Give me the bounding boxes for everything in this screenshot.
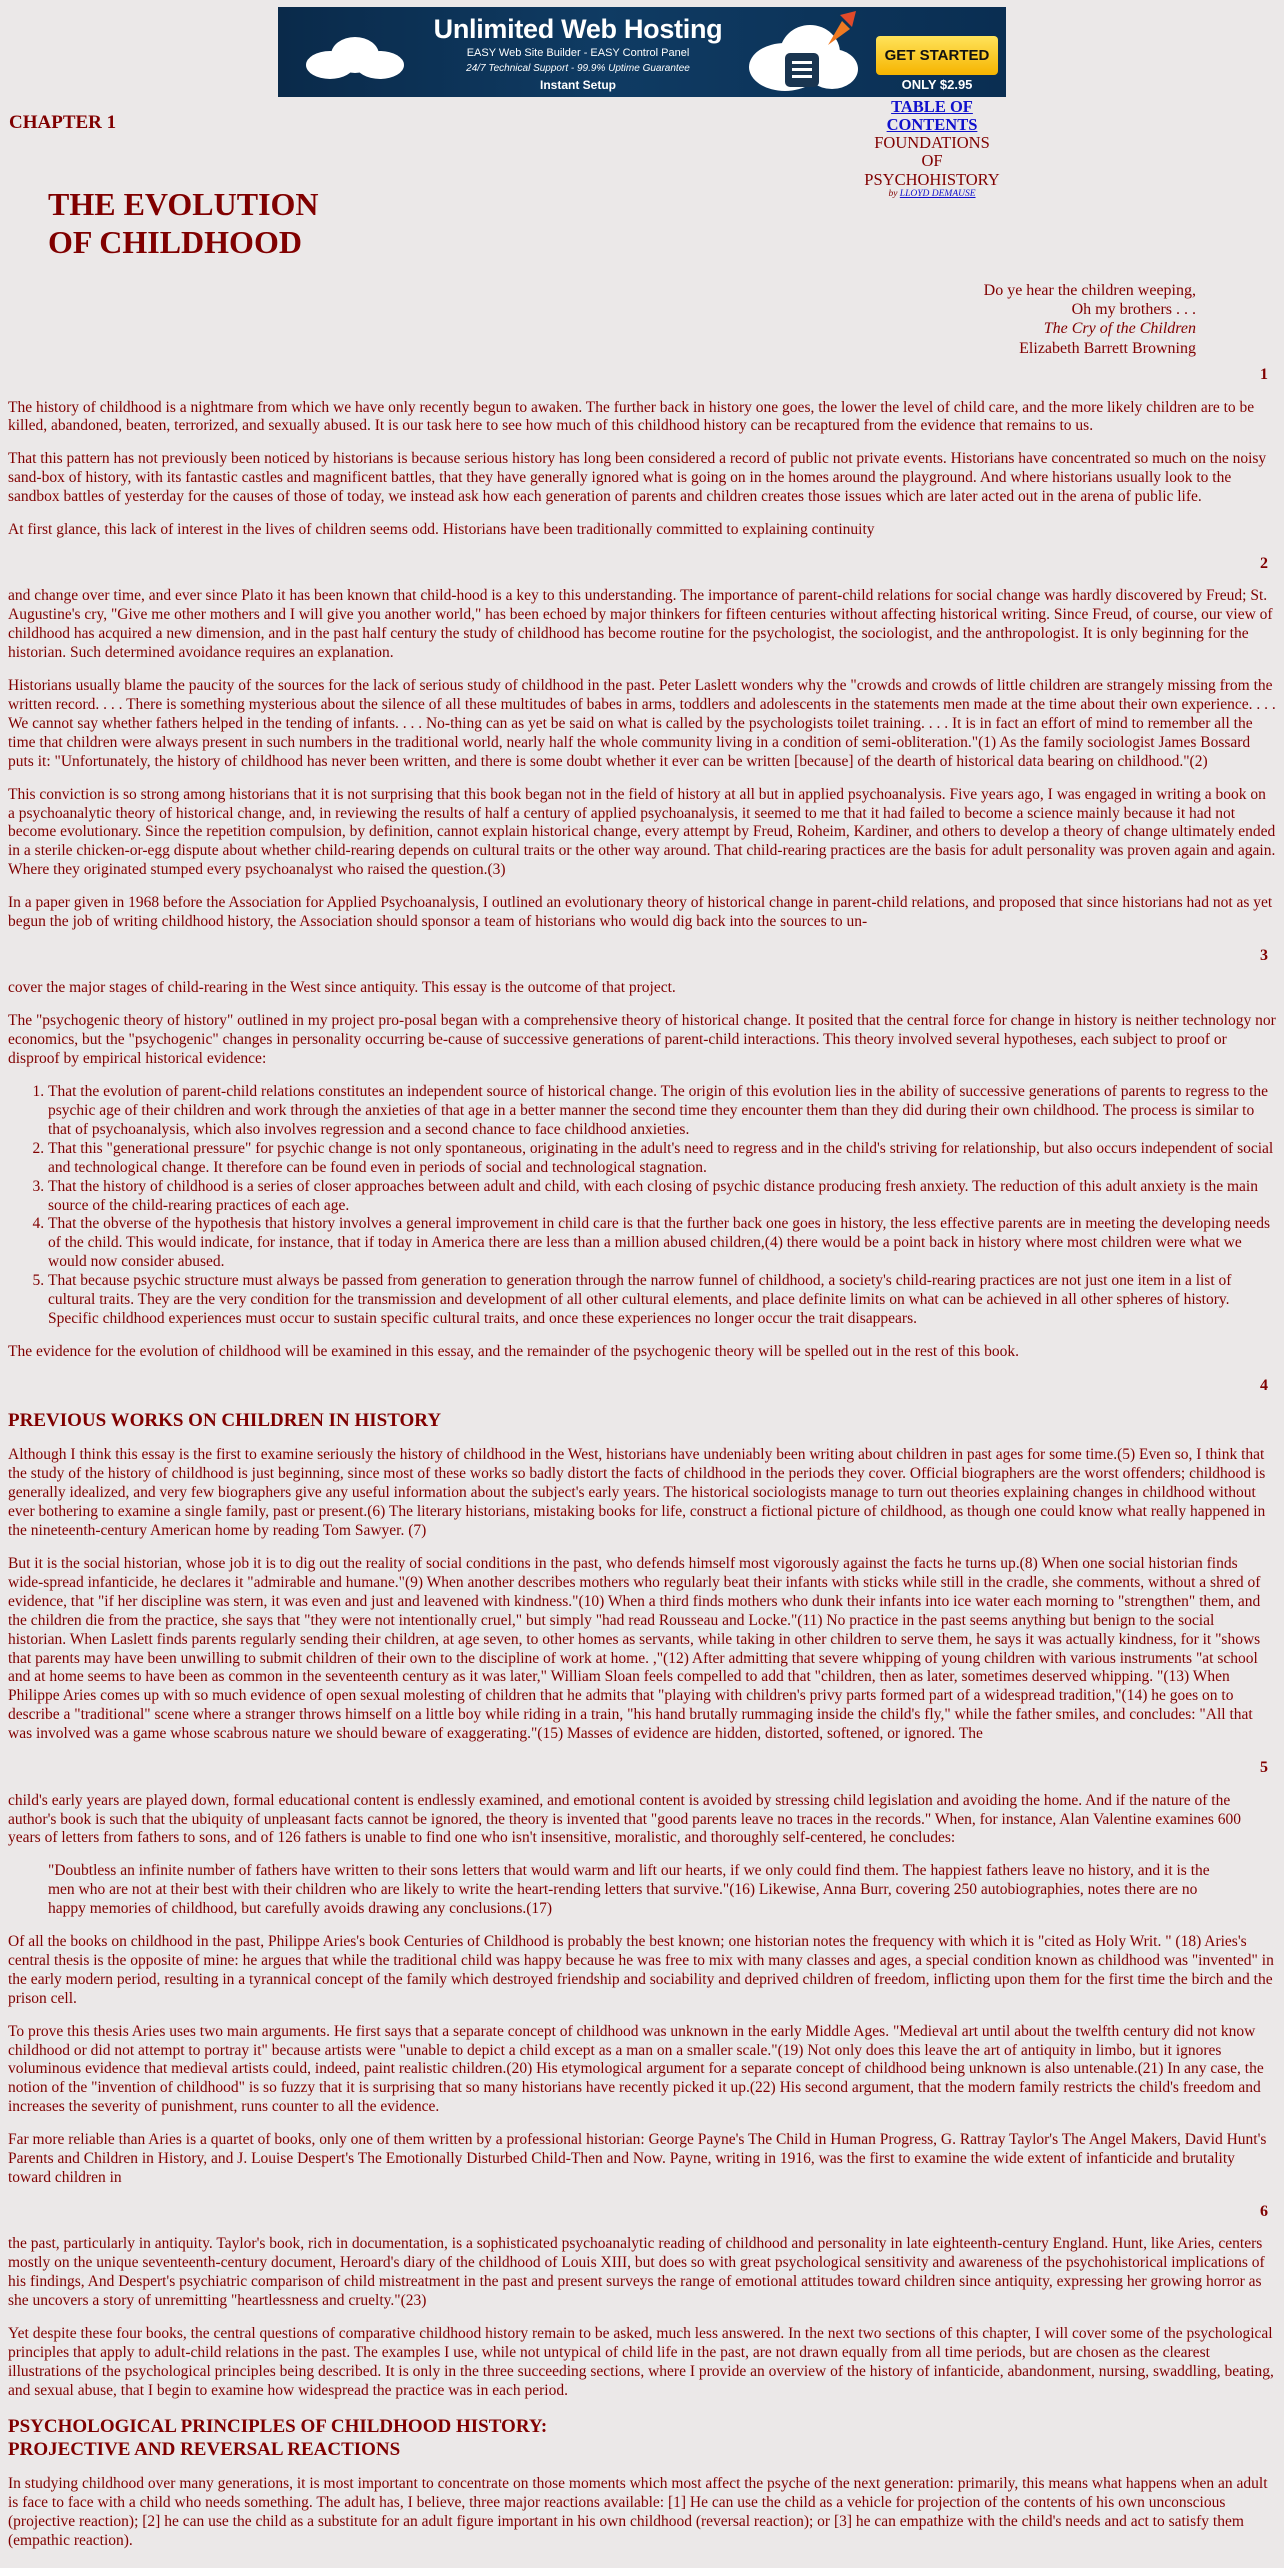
page-number: 5 bbox=[1260, 1759, 1268, 1777]
chapter-title-line-1: THE EVOLUTION bbox=[48, 186, 319, 222]
chapter-body bbox=[8, 365, 1276, 2565]
paragraph: In studying childhood over many generations, it is most important to concentrate on those moments which most affect the psyche of the next generation: primarily, this means what happens when an adult is face to face with a child who needs something. The adult has, I believe, three major reactions available: [1] He can use the child as a vehicle for projection of the contents of his own unconscious (projective reaction); [2] he can use the child as a substitute for an adult figure important in his own childhood (reversal reaction); or [3] he can empathize with the child's needs and act to satisfy them (empathic reaction). bbox=[8, 2475, 1268, 2549]
paragraph: Although I think this essay is the first to examine seriously the history of childhood in the West, historians have undeniably been writing about children in past ages for some time.(5) Even so, I think that the study of the history of childhood is just beginning, since most of these works so badly distort the facts of childhood in the periods they cover. Official biographers are the worst offenders; childhood is generally idealized, and very few biographers give any useful information about the subject's early years. The historical sociologists manage to turn out theories explaining changes in childhood without ever bothering to examine a single family, past or present.(6) The literary historians, mistaking books for life, construct a fictional picture of childhood, as though one could know what really happened in the nineteenth-century American home by reading Tom Sawyer. (7) bbox=[8, 1446, 1266, 1540]
paragraph: This conviction is so strong among historians that it is not surprising that this book began not in the field of history at all but in applied psychoanalysis. Five years ago, I was engaged in writing a book on a psychoanalytic theory of historical change, and, in reviewing the results of half a century of applied psychoanalysis, it seemed to me that it had failed to become a science mainly because it had not become evolutionary. Since the repetition compulsion, by definition, cannot explain historical change, every attempt by Freud, Roheim, Kardiner, and others to develop a theory of change ultimately ended in a sterile chicken-or-egg dispute about whether child-rearing depends on cultural traits or the other way around. That child-rearing practices are the basis for adult personality was proven again and again. Where they originated stumped every psychoanalyst who raised the question.(3) bbox=[8, 785, 1276, 879]
paragraph: Yet despite these four books, the central questions of comparative childhood history remain to be asked, much less answered. In the next two sections of this chapter, I will cover some of the psychological principles that apply to adult-child relations in the past. The examples I use, while not untypical of child life in the past, are not drawn equally from all time periods, but are chosen as the clearest illustrations of the psychological principles being described. It is only in the three succeeding sections, where I provide an overview of the history of infanticide, abandonment, nursing, swaddling, beating, and sexual abuse, that I begin to examine how widespread the practice was in each period. bbox=[8, 2325, 1274, 2399]
ad-title: Unlimited Web Hosting bbox=[433, 14, 723, 44]
paragraph: Far more reliable than Aries is a quartet of books, only one of them written by a professional historian: George Payne's The Child in Human Progress, G. Rattray Taylor's The Angel Makers, David Hunt's Parents and Children in History, and J. Louise Despert's The Emotionally Disturbed Child-Then and Now. Payne, writing in 1916, was the first to examine the wide extent of infanticide and brutality toward children in bbox=[8, 2131, 1267, 2186]
page-number: 4 bbox=[1260, 1376, 1268, 1394]
chapter-title bbox=[48, 186, 319, 262]
paragraph: That this pattern has not previously been noticed by historians is because serious history has long been considered a record of public not private events. Historians have concentrated so much on the noisy sand-box of history, with its fantastic castles and magnificent battles, that they have generally ignored what is going on in the homes around the playground. And where historians usually look to the sandbox battles of yesterday for the causes of those of today, we instead ask how each generation of parents and children creates those issues which are later acted out in the arena of public life. bbox=[8, 450, 1267, 506]
book-title-line-1: FOUNDATIONS OF bbox=[874, 133, 990, 171]
cloud-icon bbox=[300, 35, 410, 86]
section-heading-line-1: PSYCHOLOGICAL PRINCIPLES OF CHILDHOOD HISTORY: bbox=[8, 2415, 548, 2437]
paragraph: The evidence for the evolution of childhood will be examined in this essay, and the remainder of the psychogenic theory will be spelled out in the rest of this book. bbox=[8, 1342, 1019, 1360]
list-item: 5. That because psychic structure must always be passed from generation to generation through the narrow funnel of childhood, a society's child-rearing practices are not just one item in a list of cultural traits. They are the very condition for the transmission and development of all other cultural elements, and place definite limits on what can be achieved in all other spheres of history. Specific childhood experiences must occur to sustain specific cultural traits, and once these experiences no longer occur the trait disappears. bbox=[48, 1272, 1276, 1329]
cloud-server-rocket-icon bbox=[740, 9, 870, 97]
section-heading-line-2: PROJECTIVE AND REVERSAL REACTIONS bbox=[8, 2438, 401, 2460]
epigraph-author: Elizabeth Barrett Browning bbox=[1019, 339, 1196, 357]
page-number: 6 bbox=[1260, 2202, 1268, 2220]
get-started-button[interactable]: GET STARTED bbox=[876, 36, 998, 75]
list-item: 1. That the evolution of parent-child relations constitutes an independent source of historical change. The origin of this evolution lies in the ability of successive generations of parents to regress to the psychic age of their children and work through the anxieties of that age in a better manner the second time they encounter them than they did during their own childhood. The process is similar to that of psychoanalysis, which also involves regression and a second chance to face childhood anxieties. bbox=[48, 1083, 1276, 1140]
chapter-title-line-2: OF CHILDHOOD bbox=[48, 223, 302, 260]
web-hosting-ad-banner[interactable] bbox=[278, 7, 1006, 97]
epigraph-line-1: Do ye hear the children weeping, bbox=[983, 282, 1196, 299]
list-item: 4. That the obverse of the hypothesis that history involves a general improvement in child care is that the further back one goes in history, the less effective parents are in meeting the developing needs of the child. This would indicate, for instance, that if today in America there are less than a million abused children,(4) there would be a point back in history where most children were what we would now consider abused. bbox=[48, 1215, 1276, 1272]
paragraph: child's early years are played down, formal educational content is endlessly examined, and emotional content is avoided by stressing child legislation and avoiding the home. And if the nature of the author's book is such that the ubiquity of unpleasant facts cannot be ignored, the theory is invented that "good parents leave no traces in the records." When, for instance, Alan Valentine examines 600 years of letters from fathers to sons, and of 126 fathers is unable to find one who isn't insensitive, moralistic, and thoroughly self-centered, he concludes: bbox=[8, 1791, 1242, 1847]
section-heading bbox=[8, 2415, 1276, 2461]
paragraph: cover the major stages of child-rearing in the West since antiquity. This essay is the outcome of that project. bbox=[8, 979, 676, 997]
author-link[interactable]: LLOYD DEMAUSE bbox=[899, 188, 976, 199]
byline-by: by bbox=[888, 188, 898, 199]
epigraph bbox=[984, 281, 1196, 358]
hypotheses-list bbox=[8, 1083, 1276, 1329]
epigraph-line-2: Oh my brothers . . . bbox=[1071, 301, 1196, 319]
section-heading: PREVIOUS WORKS ON CHILDREN IN HISTORY bbox=[8, 1410, 442, 1432]
paragraph: Of all the books on childhood in the past, Philippe Aries's book Centuries of Childhood is probably the best known; one historian notes the frequency with which it is "cited as Holy Writ. " (18) Aries's central thesis is the opposite of mine: he argues that while the traditional child was happy because he was free to mix with many classes and ages, a special condition known as childhood was "invented" in the early modern period, resulting in a tyrannical concept of the family which destroyed friendship and sociability and deprived children of freedom, inflicting upon them for the first time the birch and the prison cell. bbox=[8, 1933, 1274, 2007]
paragraph: The history of childhood is a nightmare from which we have only recently begun to awaken. The further back in history one goes, the lower the level of child care, and the more likely children are to be killed, abandoned, beaten, terrorized, and sexually abused. It is our task here to see how much of this childhood history can be recaptured from the evidence that remains to us. bbox=[8, 398, 1255, 435]
list-item: 2. That this "generational pressure" for psychic change is not only spontaneous, originating in the adult's need to regress and in the child's striving for relationship, but also occurs independent of social and technological change. It therefore can be found even in periods of social and technological stagnation. bbox=[48, 1140, 1276, 1178]
page-number: 3 bbox=[1260, 946, 1268, 964]
ad-price: ONLY $2.95 bbox=[901, 77, 973, 92]
paragraph: At first glance, this lack of interest in the lives of children seems odd. Historians have been traditionally committed to explaining continuity bbox=[8, 521, 875, 539]
paragraph: the past, particularly in antiquity. Taylor's book, rich in documentation, is a sophisticated psychoanalytic reading of childhood and personality in late eighteenth-century England. Hunt, like Aries, centers mostly on the unique seventeenth-century document, Heroard's diary of the childhood of Louis XIII, but does so with great psychological sensitivity and awareness of the psychohistorical implications of his findings, And Despert's psychiatric comparison of child mistreatment in the past and present surveys the range of emotional attitudes toward children since antiquity, expressing her growing horror as she uncovers a story of unremitting "heartlessness and cruelty."(23) bbox=[8, 2235, 1265, 2310]
list-item: 3. That the history of childhood is a series of closer approaches between adult and child, with each closing of psychic distance producing fresh anxiety. The reduction of this adult anxiety is the main source of the child-rearing practices of each age. bbox=[48, 1178, 1276, 1216]
chapter-label: CHAPTER 1 bbox=[9, 112, 117, 133]
epigraph-work: The Cry of the Children bbox=[1043, 320, 1196, 338]
paragraph: In a paper given in 1968 before the Association for Applied Psychoanalysis, I outlined an evolutionary theory of historical change in parent-child relations, and proposed that since historians had not as yet begun the job of writing childhood history, the Association should sponsor a team of historians who would dig back into the sources to un- bbox=[8, 894, 1273, 931]
toc-box bbox=[862, 98, 1002, 199]
block-quote: "Doubtless an infinite number of fathers have written to their sons letters that would warm and lift our hearts, if we only could find them. The happiest fathers leave no history, and it is the men who are not at their best with their children who are likely to write the heart-rending letters that survive."(16) Likewise, Anna Burr, covering 250 autobiographies, notes there are no happy memories of childhood, but carefully avoids drawing any conclusions.(17) bbox=[48, 1862, 1210, 1918]
page-number: 1 bbox=[1260, 366, 1268, 383]
ad-line-1: EASY Web Site Builder - EASY Control Panel bbox=[466, 47, 690, 59]
paragraph: Historians usually blame the paucity of the sources for the lack of serious study of childhood in the past. Peter Laslett wonders why the "crowds and crowds of little children are strangely missing from the written record. . . . There is something mysterious about the silence of all these multitudes of babes in arms, toddlers and adolescents in the statements men made at the time about their own experience. . . . We cannot say whether fathers helped in the tending of infants. . . . No-thing can as yet be said on what is called by the psychologists toilet training. . . . It is in fact an effort of mind to remember all the time that children were always present in such numbers in the traditional world, nearly half the whole community living in a condition of semi-obliteration."(1) As the family sociologist James Bossard puts it: "Unfortunately, the history of childhood has never been written, and there is some doubt whether it ever can be written [because] of the dearth of historical data bearing on childhood."(2) bbox=[8, 677, 1276, 770]
ad-line-2: 24/7 Technical Support - 99.9% Uptime Guarantee bbox=[466, 63, 690, 74]
table-of-contents-link[interactable]: TABLE OF CONTENTS bbox=[886, 97, 978, 135]
paragraph: The "psychogenic theory of history" outlined in my project pro-posal began with a comprehensive theory of historical change. It posited that the central force for change in history is neither technology nor economics, but the "psychogenic" changes in personality occurring be-cause of successive generations of parent-child interactions. This theory involved several hypotheses, each subject to proof or disproof by empirical historical evidence: bbox=[8, 1012, 1276, 1068]
book-title-line-2: PSYCHOHISTORY bbox=[864, 169, 1000, 189]
paragraph: To prove this thesis Aries uses two main arguments. He first says that a separate concept of childhood was unknown in the early Middle Ages. "Medieval art until about the twelfth century did not know childhood or did not attempt to portray it" because artists were "unable to depict a child except as a man on a smaller scale."(19) Not only does this leave the art of antiquity in limbo, but it ignores voluminous evidence that medieval artists could, indeed, paint realistic children.(20) His etymological argument for a separate concept of childhood being unknown is also untenable.(21) In any case, the notion of the "invention of childhood" is so fuzzy that it is surprising that so many historians have recently picked it up.(22) His second argument, that the modern family restricts the child's freedom and increases the severity of punishment, runs counter to all the evidence. bbox=[8, 2022, 1264, 2116]
paragraph: But it is the social historian, whose job it is to dig out the reality of social conditions in the past, who defends himself most vigorously against the facts he turns up.(8) When one social historian finds wide-spread infanticide, he declares it "admirable and humane."(9) When another describes mothers who regularly beat their infants with sticks while still in the cradle, she comments, without a shred of evidence, that "if her discipline was stern, it was even and just and leavened with kindness."(10) When a third finds mothers who dunk their infants into ice water each morning to "strengthen" them, and the children die from the practice, she says that "they were not intentionally cruel," but simply "had read Rousseau and Locke."(11) No practice in the past seems anything but benign to the social historian. When Laslett finds parents regularly sending their children, at age seven, to other homes as servants, while taking in other children to serve them, he says it was actually kindness, for it "shows that parents may have been unwilling to submit children of their own to the discipline of work at home. ,"(12) After admitting that severe whipping of young children with various instruments "at school and at home seems to have been as common in the seventeenth century as it was later," William Sloan feels compelled to add that "children, then as later, sometimes deserved whipping. "(13) When Philippe Aries comes up with so much evidence of open sexual molesting of children that he admits that "playing with children's privy parts formed part of a widespread tradition,"(14) he goes on to describe a "traditional" scene where a stranger throws himself on a little boy while riding in a train, "his hand brutally rummaging inside the child's fly," while the father smiles, and concludes: "All that was involved was a game whose scabrous nature we should beware of exaggerating."(15) Masses of evidence are hidden, distorted, softened, or ignored. The bbox=[8, 1555, 1261, 1743]
page-number: 2 bbox=[1260, 554, 1268, 572]
ad-line-3: Instant Setup bbox=[539, 78, 616, 92]
byline bbox=[862, 189, 1002, 199]
paragraph: and change over time, and ever since Plato it has been known that child-hood is a key to this understanding. The importance of parent-child relations for social change was hardly discovered by Freud; St. Augustine's cry, "Give me other mothers and I will give you another world," has been echoed by major thinkers for fifteen centuries without affecting historical writing. Since Freud, of course, our view of childhood has acquired a new dimension, and in the past half century the study of childhood has become routine for the psychologist, the sociologist, and the anthropologist. It is only beginning for the historian. Such determined avoidance requires an explanation. bbox=[8, 587, 1273, 662]
